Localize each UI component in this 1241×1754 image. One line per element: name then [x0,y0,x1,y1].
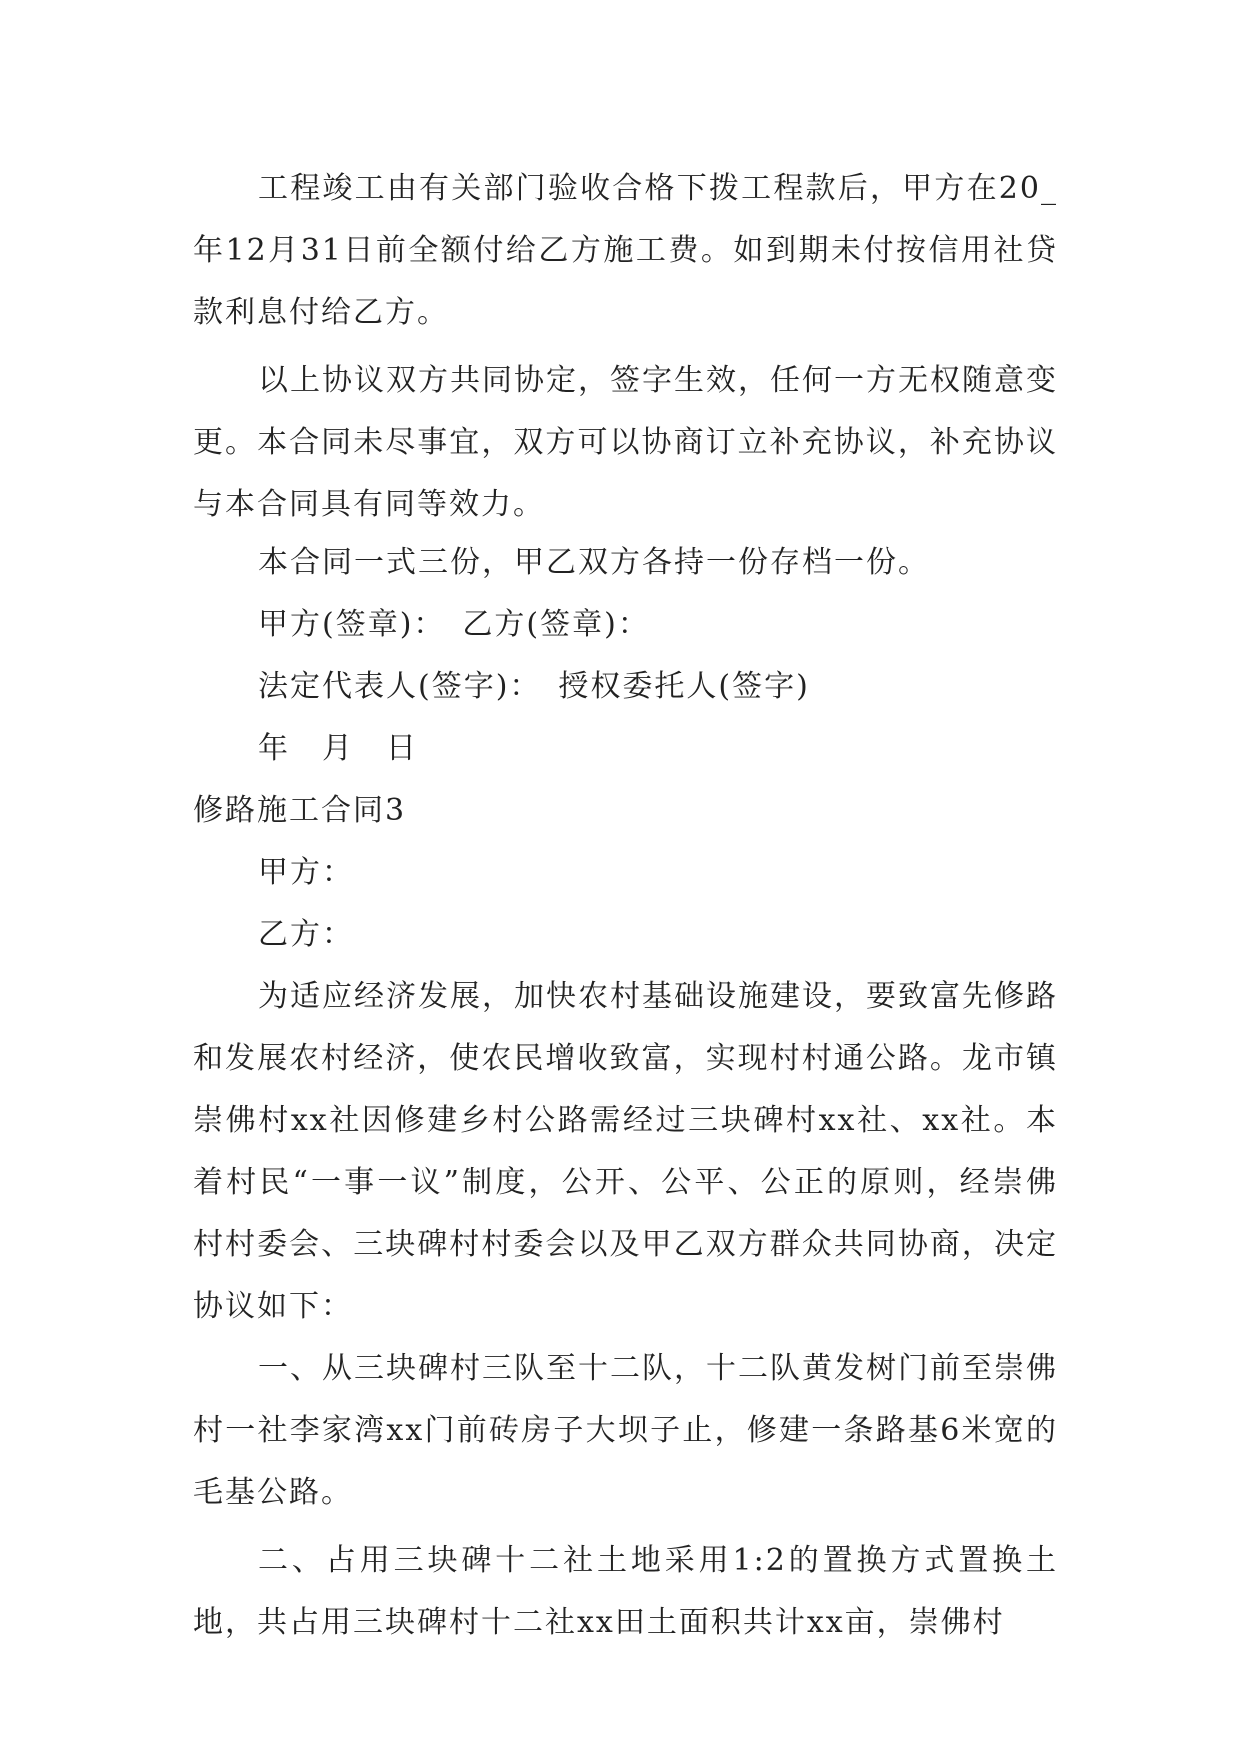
clause-one: 一、从三块碑村三队至十二队，十二队黄发树门前至崇佛村一社李家湾xx门前砖房子大坝子止，修建一条路基6米宽的毛基公路。 [193,1351,1058,1510]
paragraph-copies: 本合同一式三份，甲乙双方各持一份存档一份。 [258,545,930,580]
signature-line-representatives: 法定代表人(签字)： 授权委托人(签字) [258,669,810,704]
party-b-line: 乙方： [258,917,354,952]
paragraph-payment-terms: 工程竣工由有关部门验收合格下拨工程款后，甲方在20_年12月31日前全额付给乙方施工费。如到期未付按信用社贷款利息付给乙方。 [193,171,1058,330]
section-title: 修路施工合同3 [193,793,407,828]
paragraph-agreement-effect: 以上协议双方共同协定，签字生效，任何一方无权随意变更。本合同未尽事宜，双方可以协商订立补充协议，补充协议与本合同具有同等效力。 [193,363,1058,522]
party-a-line: 甲方： [258,855,354,890]
clause-two: 二、占用三块碑十二社土地采用1:2的置换方式置换土地，共占用三块碑村十二社xx田土面积共计xx亩，崇佛村 [193,1543,1058,1640]
paragraph-preamble: 为适应经济发展，加快农村基础设施建设，要致富先修路和发展农村经济，使农民增收致富，实现村村通公路。龙市镇崇佛村xx社因修建乡村公路需经过三块碑村xx社、xx社。本着村民“一事一议”制度，公开、公平、公正的原则，经崇佛村村委会、三块碑村村委会以及甲乙双方群众共同协商，决定协议如下： [193,979,1058,1324]
document-page [193,158,1058,1654]
signature-line-parties: 甲方(签章)： 乙方(签章)： [258,607,650,642]
date-line: 年 月 日 [258,731,418,766]
